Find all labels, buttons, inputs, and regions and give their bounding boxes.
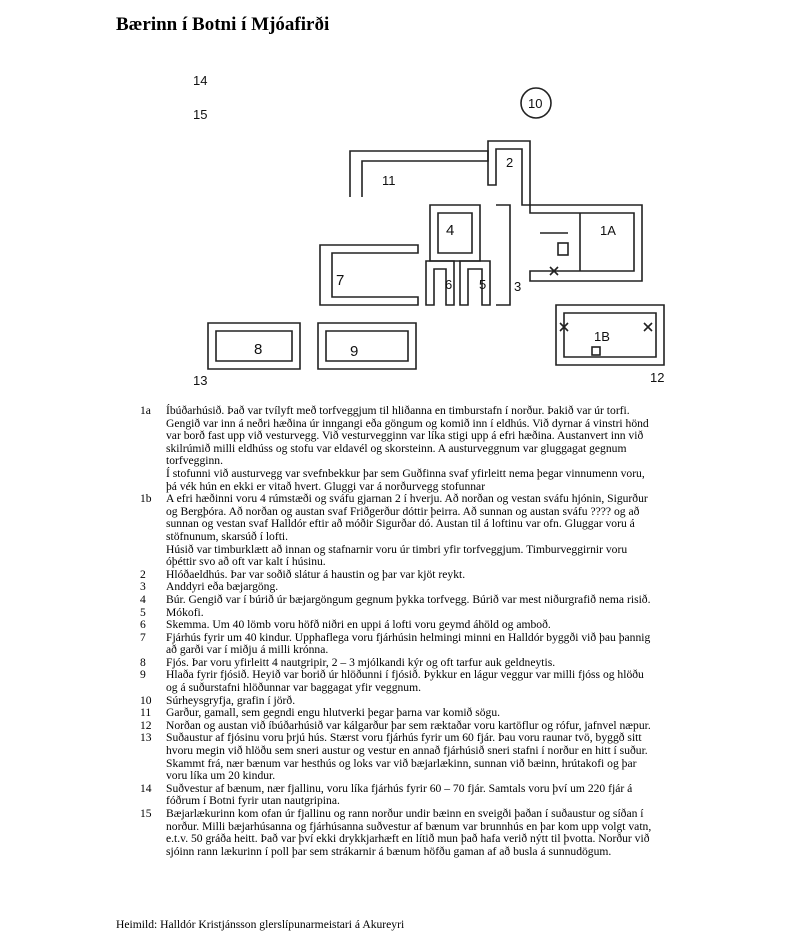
legend-number: 1a [140, 404, 151, 417]
legend-number: 6 [140, 618, 146, 632]
wall-room-4 [430, 205, 480, 261]
legend-number: 1b [140, 492, 152, 506]
legend-text: Fjós. Þar voru yfirleitt 4 nautgripir, 2 – 3 mjólkandi kýr og oft tarfur auk geldneytis. [166, 655, 556, 669]
legend-item [140, 405, 780, 493]
wall-corridor-3 [496, 205, 510, 305]
legend-number: 12 [140, 718, 152, 732]
label-10: 10 [528, 96, 543, 111]
legend-number: 5 [140, 605, 146, 619]
legend-item [140, 808, 780, 858]
legend-text: Garður, gamall, sem gegndi engu hlutverki þegar þarna var komið sögu. [166, 706, 501, 720]
legend-list [140, 405, 780, 858]
wall-room-9 [318, 323, 416, 369]
legend-text: A efri hæðinni voru 4 rúmstæði og sváfu gjarnan 2 í hverju. Að norðan og vestan sváfu hjónin, Sigurður og Bergþóra. Að norðan og austan svaf Friðgerður dóttir þeirra. Að sunnan og austan sváfu ???? og að sunnan og vestan svaf Halldór eftir að móðir Sigurðar dó. Austan til á loftinu var ofn. Gluggar voru á stöfnunum, skarsúð í lofti. Húsið var timburklætt að innan og stafnarnir voru úr timbri yfir torfveggjum. Timburveggirnir voru óþéttir svo að oft var kalt í húsinu. [166, 492, 648, 569]
legend-number: 9 [140, 668, 146, 682]
label-11: 11 [382, 173, 396, 188]
label-15: 15 [193, 107, 208, 122]
legend-text: Suðvestur af bænum, nær fjallinu, voru líka fjárhús fyrir 60 – 70 fjár. Samtals voru því um 220 fjár á fóðrum í Botni fyrir utan nautgripina. [166, 781, 633, 808]
legend-text: Skemma. Um 40 lömb voru höfð niðri en uppi á lofti voru geymd áhöld og amboð. [166, 618, 551, 632]
legend-item [140, 632, 780, 657]
label-8: 8 [254, 341, 263, 358]
legend-number: 15 [140, 807, 152, 820]
legend-item [140, 619, 780, 632]
legend-number: 2 [140, 567, 146, 581]
page-title: Bærinn í Botni í Mjóafirði [116, 14, 330, 35]
label-5: 5 [479, 277, 487, 292]
legend-number: 3 [140, 580, 146, 594]
label-6: 6 [445, 277, 453, 292]
legend-text: Fjárhús fyrir um 40 kindur. Upphaflega voru fjárhúsin helmingi minni en Halldór byggði við þau þannig að garði var í miðju á milli krónna. [166, 630, 651, 657]
legend-item [140, 594, 780, 607]
label-1b: 1B [594, 329, 610, 344]
wall-room-2 [488, 141, 530, 205]
wall-room-7 [320, 245, 418, 305]
legend-text: Íbúðarhúsið. Það var tvílyft með torfveggjum til hliðanna en timburstafn í norður. Þakið var úr torfi. Gengið var inn á neðri hæðina úr inngangi eða göngum og komið inn í eldhús. Við dyrnar á vinstri hönd var borð fast upp við vesturvegg. Við vesturvegginn var líka stigi upp á efri hæðina. Austanvert inn við skilrúmið milli eldhúss og stofu var eldavél og skorsteinn. A austurveggnum var gluggagat gegnum torfvegginn. Í stofunni við austurvegg var svefnbekkur þar sem Guðfinna svaf yfirleitt nema þegar vinnumenn voru, þá vék hún en ekki er vitað hvert. Gluggi var á norðurvegg stofunnar [166, 404, 649, 493]
label-14: 14 [193, 73, 208, 88]
legend-number: 11 [140, 706, 152, 720]
legend-text: Mókofi. [166, 605, 204, 619]
legend-text: Norðan og austan við íbúðarhúsið var kálgarður þar sem ræktaðar voru kartöflur og rófur, jafnvel næpur. [166, 718, 651, 732]
label-13: 13 [193, 373, 208, 388]
label-3: 3 [514, 279, 522, 294]
label-12: 12 [650, 370, 665, 385]
legend-item [140, 707, 780, 720]
label-7: 7 [336, 272, 345, 289]
source-note: Heimild: Halldór Kristjánsson glerslípunarmeistari á Akureyri [116, 918, 405, 931]
legend-text: Suðaustur af fjósinu voru þrjú hús. Stærst voru fjárhús fyrir um 60 fjár. Þau voru raunar tvö, byggð sitt hvoru megin við hlöðu sem sneri austur og vestur en annað fjárhúsið sneri stafni í norður en hitt í suður. Skammt frá, nær bænum var hesthús og loks var við bæjarlækinn, sunnan við bæinn, hrútakofi og þar voru líka um 20 kindur. [166, 731, 648, 783]
legend-item [140, 732, 780, 782]
floor-plan-drawing [190, 65, 668, 391]
label-4: 4 [446, 222, 455, 239]
legend-number: 10 [140, 693, 152, 707]
legend-text: Hlaða fyrir fjósið. Heyið var borið úr hlöðunni í fjósið. Þykkur en lágur veggur var milli fjóss og hlöðu og á suðurstafni hlöðunnar var baggagat yfir veggnum. [166, 668, 644, 695]
label-9: 9 [350, 343, 359, 360]
label-2: 2 [506, 155, 514, 170]
wall-garden-11 [350, 151, 488, 197]
legend-number: 7 [140, 630, 146, 644]
legend-item [140, 493, 780, 569]
legend-text: Anddyri eða bæjargöng. [166, 580, 279, 594]
legend-item [140, 669, 780, 694]
legend-number: 13 [140, 731, 152, 745]
wall-room-1b [556, 305, 664, 365]
legend-text: Súrheysgryfja, grafin í jörð. [166, 693, 296, 707]
legend-item [140, 783, 780, 808]
wall-room-1a [530, 205, 642, 281]
label-1a: 1A [600, 223, 616, 238]
floor-plan [190, 65, 668, 391]
legend-number: 4 [140, 592, 146, 606]
legend-text: Hlóðaeldhús. Þar var soðið slátur á haustin og þar var kjöt reykt. [166, 567, 466, 581]
legend-text: Bæjarlækurinn kom ofan úr fjallinu og rann norður undir bæinn en sveigði þaðan í suðaustur og síðan í norður. Milli bæjarhúsanna og fjárhúsanna suðvestur af bænum var brunnhús en þar kom upp volgt vatn, e.t.v. 50 gráða heitt. Það var því ekki drykkjarhæft en lítið mun það hafa verið nýtt til þvotta. Norður við sjóinn rann lækurinn í poll þar sem strákarnir á bænum höfðu gaman af að busla á sunnudögum. [166, 807, 652, 858]
legend-number: 8 [140, 655, 146, 669]
legend-text: Búr. Gengið var í búrið úr bæjargöngum gegnum þykka torfvegg. Búrið var mest niðurgrafið nema risið. [166, 592, 651, 606]
legend-number: 14 [140, 781, 152, 795]
